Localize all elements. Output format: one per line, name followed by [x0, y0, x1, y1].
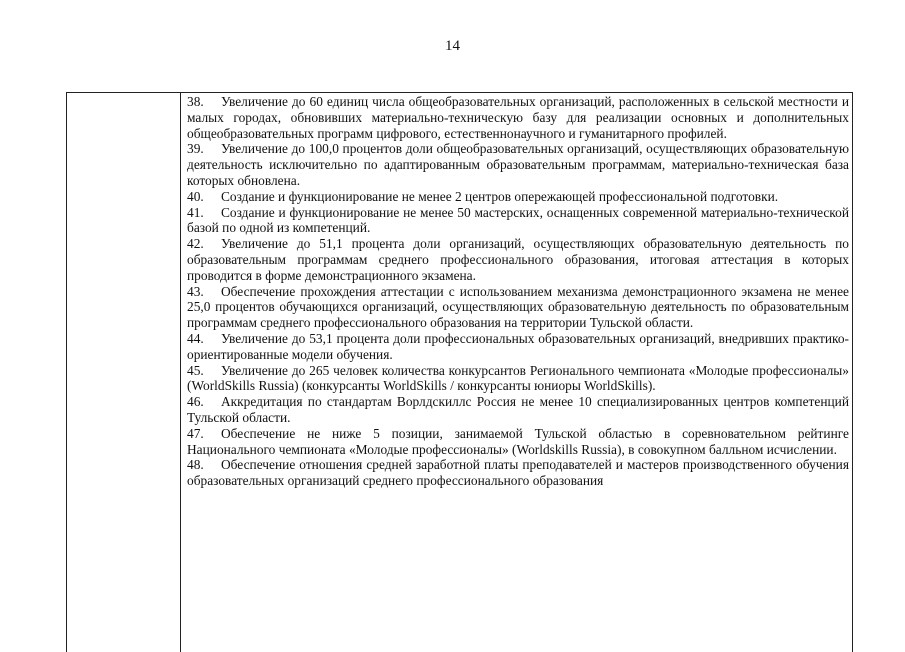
item-number: 45. — [187, 362, 204, 378]
item-number: 38. — [187, 94, 204, 109]
list-item — [187, 394, 849, 426]
item-text: Создание и функционирование не менее 50 мастерских, оснащенных современной материально-технической базой по одной из компетенций. — [187, 204, 849, 236]
item-text: Обеспечение не ниже 5 позиции, занимаемой Тульской областью в соревновательном рейтинге Национального чемпионата «Молодые профессионалы» (Worldskills Russia), в совокупном балльном исчислении. — [187, 425, 849, 457]
list-item — [187, 205, 849, 237]
list-item — [187, 457, 849, 489]
list-item — [187, 236, 849, 283]
item-number: 39. — [187, 141, 204, 157]
item-number: 47. — [187, 425, 204, 441]
list-item — [187, 141, 849, 188]
list-item — [187, 331, 849, 363]
list-item — [187, 189, 849, 205]
page-number: 14 — [445, 38, 460, 54]
item-text: Увеличение до 60 единиц числа общеобразовательных организаций, расположенных в сельской местности и малых городах, обновивших материально-техническую базу для реализации основных и дополнительных общеобразовательных программ цифрового, естественнонаучного и гуманитарного профилей. — [187, 94, 849, 141]
list-item — [187, 284, 849, 331]
item-text: Увеличение до 53,1 процента доли профессиональных образовательных организаций, внедривших практико-ориентированные модели обучения. — [187, 330, 849, 362]
item-text: Увеличение до 265 человек количества конкурсантов Регионального чемпионата «Молодые профессионалы» (WorldSkills Russia) (конкурсанты WorldSkills / конкурсанты юниоры WorldSkills). — [187, 362, 849, 394]
item-number: 44. — [187, 330, 204, 346]
item-number: 42. — [187, 236, 204, 252]
table-right-column — [181, 93, 852, 652]
list-item — [187, 426, 849, 458]
item-text: Создание и функционирование не менее 2 центров опережающей профессиональной подготовки. — [221, 188, 779, 204]
item-number: 41. — [187, 204, 204, 220]
item-text: Увеличение до 100,0 процентов доли общеобразовательных организаций, осуществляющих образовательную деятельность исключительно по адаптированным образовательным программам, материально-техническая база которых обновлена. — [187, 141, 849, 188]
item-number: 48. — [187, 457, 204, 473]
item-number: 43. — [187, 283, 204, 299]
item-number: 46. — [187, 394, 204, 410]
list-item — [187, 94, 849, 141]
item-text: Обеспечение прохождения аттестации с использованием механизма демонстрационного экзамена не менее 25,0 процентов обучающихся организаций, осуществляющих образовательную деятельность по образовательным программам среднего профессионального образования на территории Тульской области. — [187, 283, 849, 331]
table-left-column — [67, 93, 181, 652]
item-text: Обеспечение отношения средней заработной платы преподавателей и мастеров производственного обучения образовательных организаций среднего профессионального образования — [187, 457, 849, 489]
document-table — [66, 92, 853, 652]
item-number: 40. — [187, 188, 204, 204]
list-item — [187, 363, 849, 395]
item-text: Увеличение до 51,1 процента доли организаций, осуществляющих образовательную деятельность по образовательным программам среднего профессионального образования, итоговая аттестация в которых проводится в форме демонстрационного экзамена. — [187, 236, 849, 283]
item-text: Аккредитация по стандартам Ворлдскиллс Россия не менее 10 специализированных центров компетенций Тульской области. — [187, 394, 849, 425]
